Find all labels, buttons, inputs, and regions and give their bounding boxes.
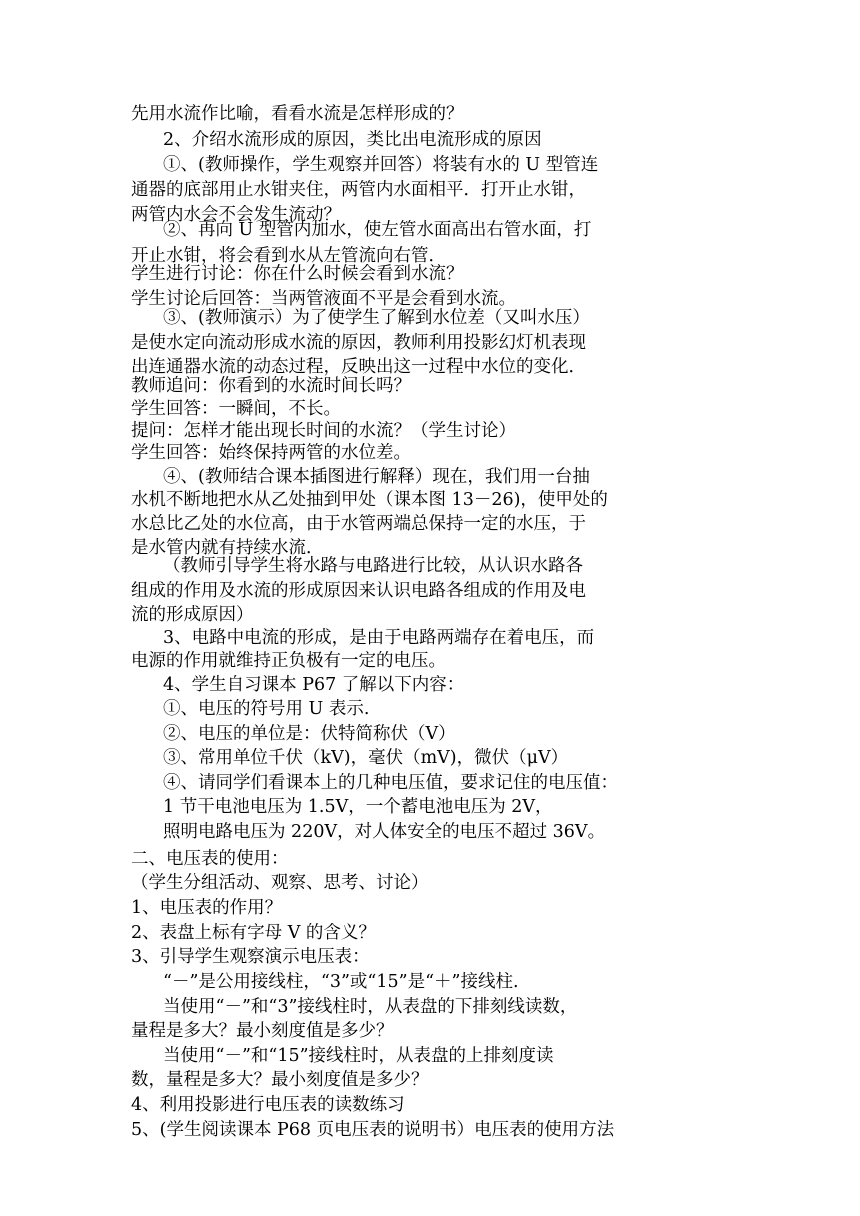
text-line: 2、表盘上标有字母 V 的含义？ (131, 923, 376, 943)
text-line: ②、再向 U 型管内加水，使左管水面高出右管水面，打 (163, 220, 592, 240)
text-line: 提问：怎样才能出现长时间的水流？（学生讨论） (131, 421, 516, 441)
text-line: 学生回答：一瞬间，不长。 (131, 399, 341, 419)
text-line: 1 节干电池电压为 1.5V，一个蓄电池电压为 2V， (163, 797, 553, 817)
text-line: 是水管内就有持续水流． (131, 538, 324, 558)
text-line: 电源的作用就维持正负极有一定的电压。 (131, 651, 446, 671)
text-line: 教师追问：你看到的水流时间长吗？ (131, 376, 411, 396)
text-line: ②、电压的单位是：伏特简称伏（V） (163, 724, 456, 744)
text-line: ④、(教师结合课本插图进行解释）现在，我们用一台抽 (163, 467, 590, 487)
text-line: 4、学生自习课本 P67 了解以下内容： (163, 675, 465, 695)
text-line: 先用水流作比喻，看看水流是怎样形成的？ (131, 104, 464, 124)
text-line: 数，量程是多大？最小刻度值是多少？ (131, 1070, 429, 1090)
text-line: 当使用“－”和“15”接线柱时，从表盘的上排刻度读 (163, 1046, 554, 1066)
text-line: 照明电路电压为 220V，对人体安全的电压不超过 36V。 (163, 822, 606, 842)
text-line: ④、请同学们看课本上的几种电压值，要求记住的电压值： (163, 773, 618, 793)
text-line: 开止水钳，将会看到水从左管流向右管． (131, 246, 446, 266)
text-line: 量程是多大？最小刻度值是多少？ (131, 1021, 394, 1041)
text-line: （教师引导学生将水路与电路进行比较，从认识水路各 (163, 556, 583, 576)
text-line: ③、(教师演示）为了使学生了解到水位差（又叫水压） (163, 308, 590, 328)
text-line: 是使水定向流动形成水流的原因，教师利用投影幻灯机表现 (131, 333, 586, 353)
text-line: 1、电压表的作用？ (131, 898, 283, 918)
text-line: 3、电路中电流的形成，是由于电路两端存在着电压，而 (163, 628, 595, 648)
text-line: 3、引导学生观察演示电压表： (131, 947, 370, 967)
text-line: 学生进行讨论：你在什么时候会看到水流？ (131, 264, 464, 284)
text-line: 水机不断地把水从乙处抽到甲处（课本图 13－26)，使甲处的 (131, 490, 608, 510)
text-line: 流的形成原因） (131, 605, 254, 625)
text-line: 出连通器水流的动态过程，反映出这一过程中水位的变化． (131, 357, 586, 377)
text-line: 两管内水会不会发生流动？ (131, 205, 341, 225)
text-line: ③、常用单位千伏（kV)，毫伏（mV)，微伏（μV） (163, 748, 569, 768)
text-line: 学生回答：始终保持两管的水位差。 (131, 443, 411, 463)
text-line: 水总比乙处的水位高，由于水管两端总保持一定的水压，于 (131, 514, 586, 534)
text-line: 组成的作用及水流的形成原因来认识电路各组成的作用及电 (131, 581, 586, 601)
text-line: 二、电压表的使用： (131, 849, 289, 869)
text-line: 学生讨论后回答：当两管液面不平是会看到水流。 (131, 289, 516, 309)
text-line: ①、电压的符号用 U 表示. (163, 699, 370, 719)
text-line: 4、利用投影进行电压表的读数练习 (131, 1095, 405, 1115)
text-line: 5、(学生阅读课本 P68 页电压表的说明书）电压表的使用方法 (131, 1120, 615, 1140)
text-line: （学生分组活动、观察、思考、讨论） (131, 873, 429, 893)
text-line: 当使用“－”和“3”接线柱时，从表盘的下排刻线读数， (163, 997, 578, 1017)
text-line: “－”是公用接线柱，“3”或“15”是“＋”接线柱. (163, 972, 519, 992)
text-line: ①、(教师操作，学生观察并回答）将装有水的 U 型管连 (163, 155, 599, 175)
text-line: 通器的底部用止水钳夹住，两管内水面相平．打开止水钳， (131, 180, 586, 200)
text-line: 2、介绍水流形成的原因，类比出电流形成的原因 (163, 130, 542, 150)
